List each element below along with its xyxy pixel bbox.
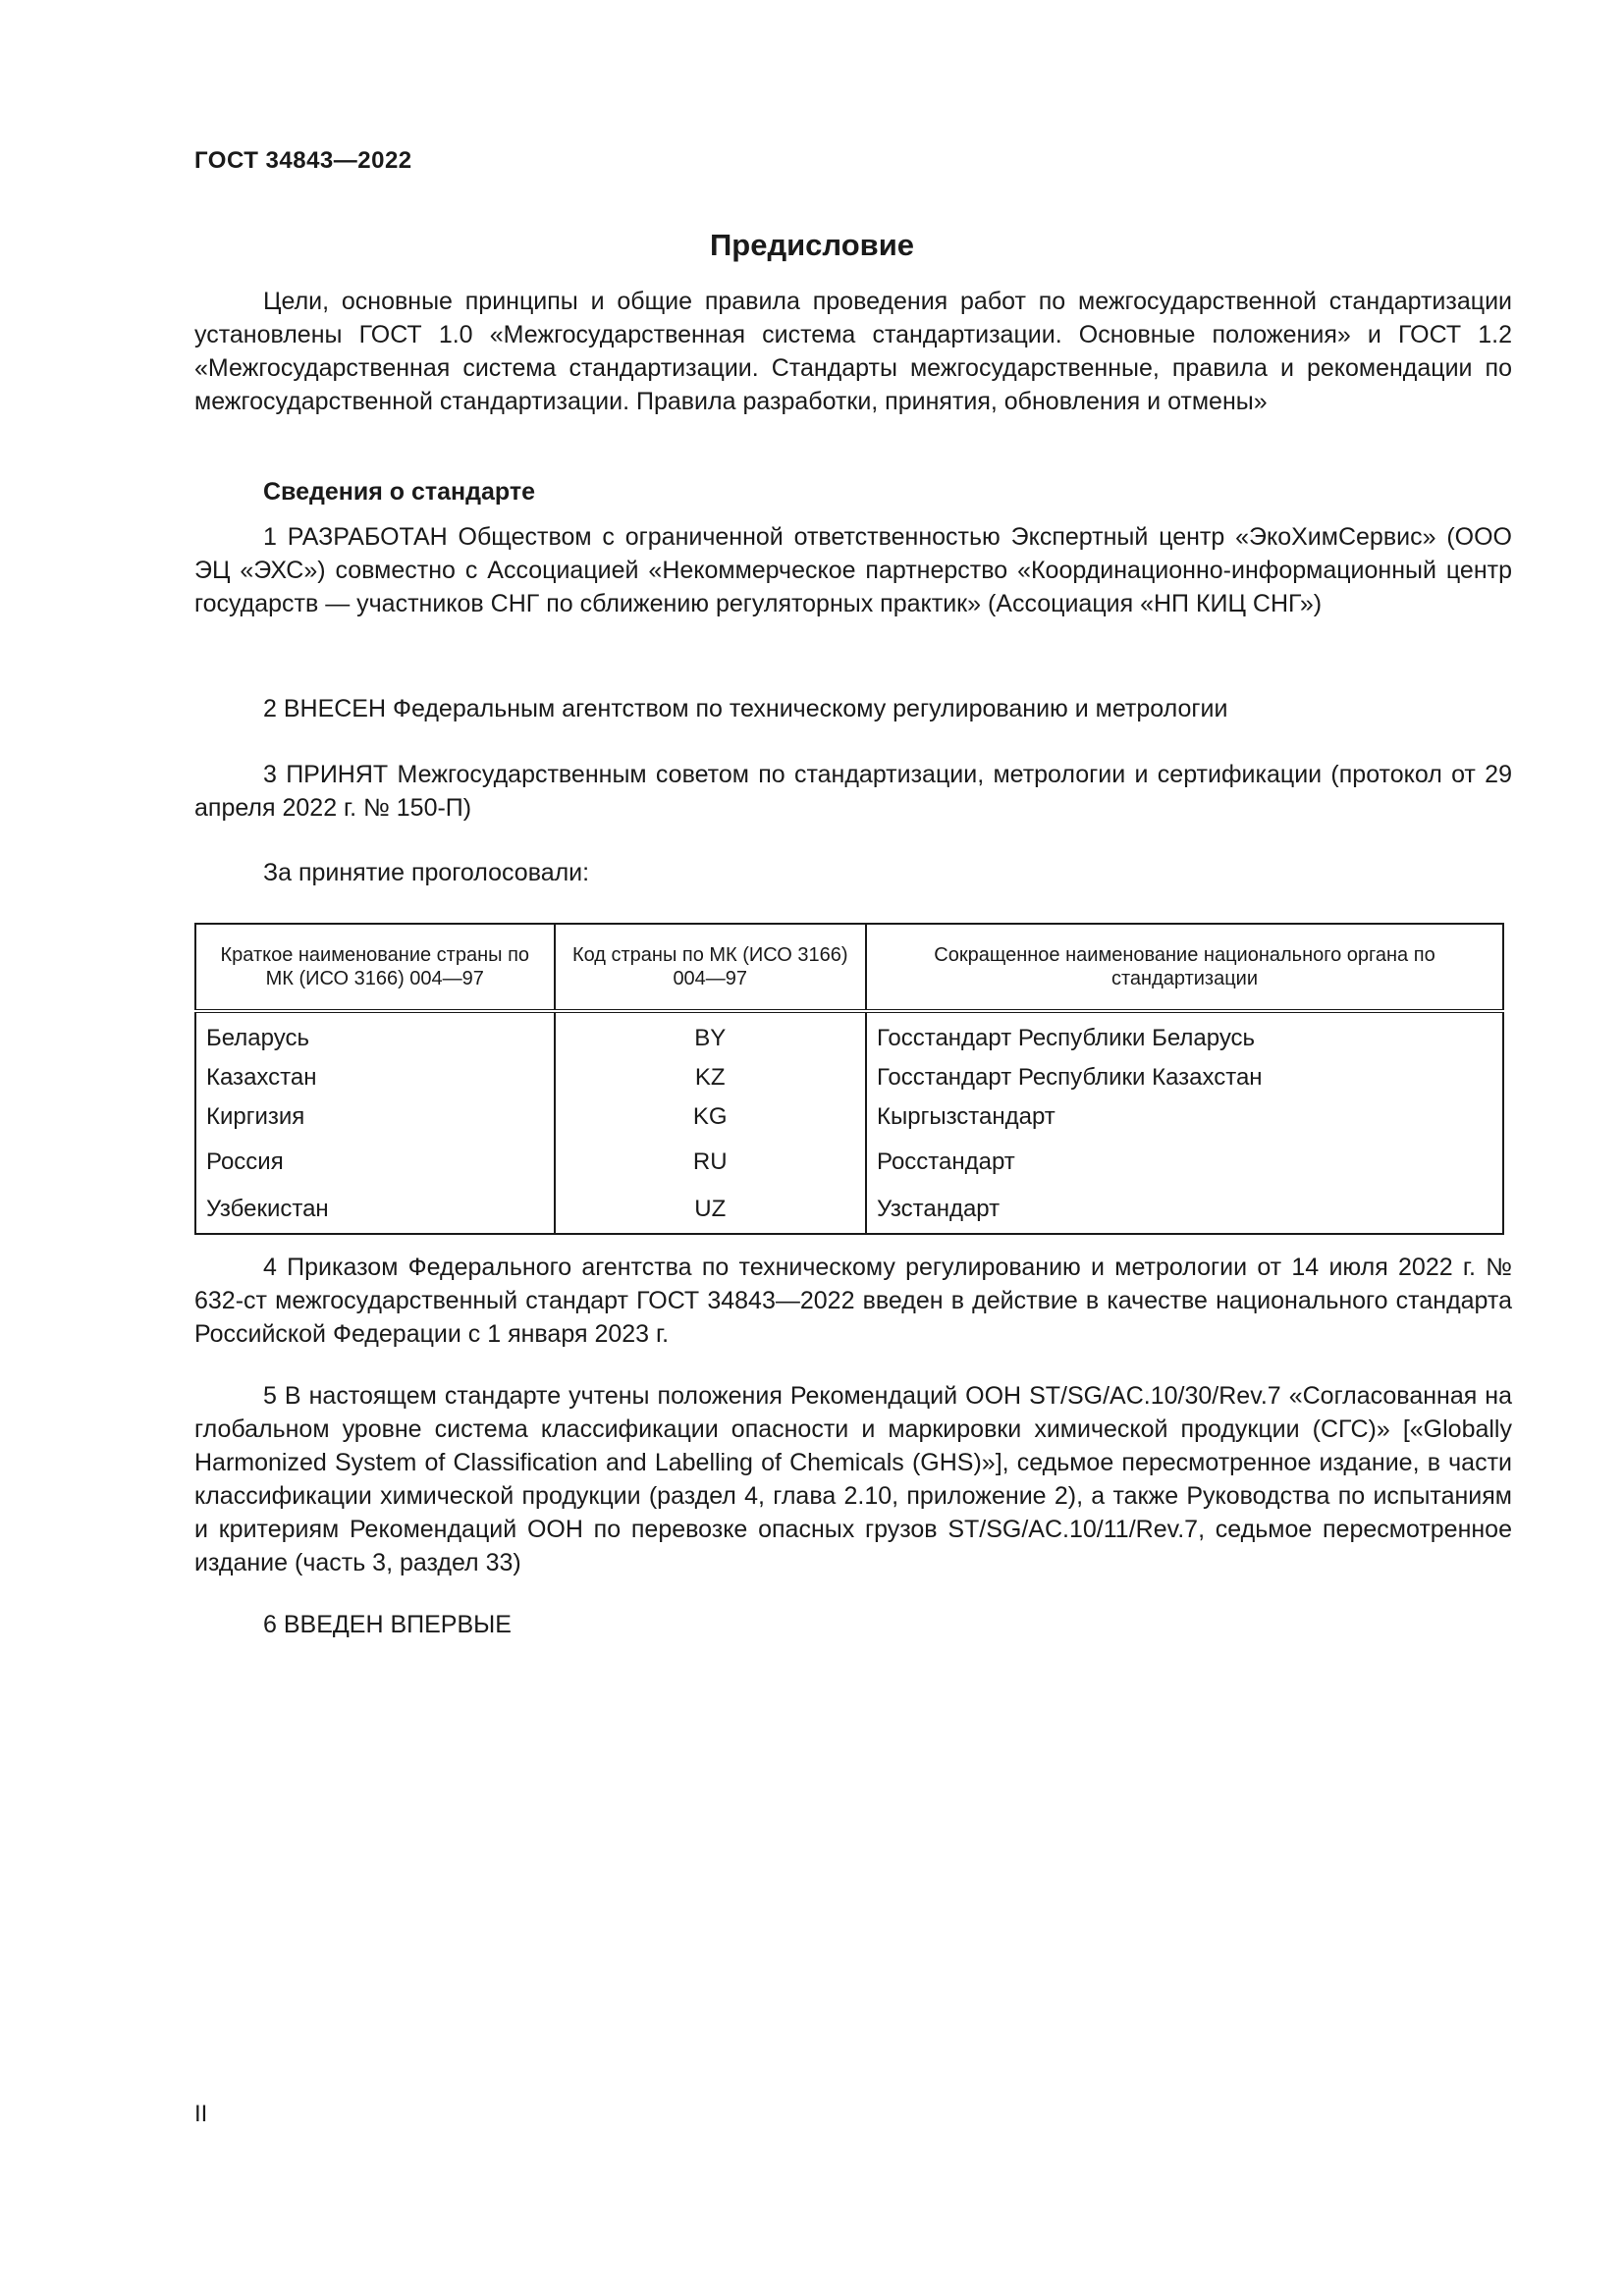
item-6-paragraph: 6 ВВЕДЕН ВПЕРВЫЕ <box>263 1611 512 1638</box>
member-states-table <box>194 923 1504 1235</box>
country-cell: Россия <box>195 1137 555 1188</box>
vote-intro: За принятие проголосовали: <box>263 859 590 886</box>
table-row <box>195 1058 1503 1097</box>
code-cell: UZ <box>555 1188 866 1234</box>
table-row <box>195 1097 1503 1137</box>
page-number: II <box>194 2101 208 2127</box>
table-header-row <box>195 924 1503 1011</box>
table-row <box>195 1188 1503 1234</box>
item-4-paragraph: 4 Приказом Федерального агентства по техническому регулированию и метрологии от 14 июля 2022 г. № 632-ст межгосударственный стандарт ГОСТ 34843—2022 введен в действие в качестве национального стандарта Российской Федерации с 1 января 2023 г. <box>194 1254 1512 1348</box>
country-cell: Казахстан <box>195 1058 555 1097</box>
table-row <box>195 1137 1503 1188</box>
body-cell: Госстандарт Республики Беларусь <box>876 1025 1256 1051</box>
column-header-code: Код страны по МК (ИСО 3166) 004—97 <box>555 924 866 1011</box>
section-subheading: Сведения о стандарте <box>263 478 536 506</box>
country-cell: Узбекистан <box>195 1188 555 1234</box>
column-header-body: Сокращенное наименование национального органа по стандартизации <box>866 924 1503 1011</box>
item-3-paragraph: 3 ПРИНЯТ Межгосударственным советом по стандартизации, метрологии и сертификации (протокол от 29 апреля 2022 г. № 150-П) <box>194 761 1512 822</box>
column-header-country: Краткое наименование страны по МК (ИСО 3166) 004—97 <box>195 924 555 1011</box>
body-cell: Госстандарт Республики Казахстан <box>876 1064 1263 1091</box>
country-cell: Беларусь <box>195 1011 555 1058</box>
code-cell: RU <box>555 1137 866 1188</box>
country-cell: Киргизия <box>195 1097 555 1137</box>
code-cell: KG <box>555 1097 866 1137</box>
code-cell: BY <box>555 1011 866 1058</box>
item-2-paragraph: 2 ВНЕСЕН Федеральным агентством по техническому регулированию и метрологии <box>263 695 1228 722</box>
item-5-paragraph: 5 В настоящем стандарте учтены положения Рекомендаций ООН ST/SG/AC.10/30/Rev.7 «Согласованная на глобальном уровне система классификации опасности и маркировки химической продукции (СГС)» [«Globally Harmonized System of Classification and Labelling of Chemicals (GHS)»], седьмое пересмотренное издание, в части классификации химической продукции (раздел 4, глава 2.10, приложение 2), а также Руководства по испытаниям и критериям Рекомендаций ООН по перевозке опасных грузов ST/SG/AC.10/11/Rev.7, седьмое пересмотренное издание (часть 3, раздел 33) <box>194 1382 1512 1576</box>
code-cell: KZ <box>555 1058 866 1097</box>
document-code: ГОСТ 34843—2022 <box>194 147 412 174</box>
body-cell: Кыргызстандарт <box>876 1103 1056 1130</box>
table-row <box>195 1011 1503 1058</box>
item-1-paragraph: 1 РАЗРАБОТАН Обществом с ограниченной ответственностью Экспертный центр «ЭкоХимСервис» (ООО ЭЦ «ЭХС») совместно с Ассоциацией «Некоммерческое партнерство «Координационно-информационный центр государств — участников СНГ по сближению регуляторных практик» (Ассоциация «НП КИЦ СНГ») <box>194 523 1512 617</box>
page-title: Предисловие <box>709 228 914 262</box>
body-cell: Узстандарт <box>876 1196 1001 1222</box>
body-cell: Росстандарт <box>876 1148 1015 1175</box>
intro-paragraph: Цели, основные принципы и общие правила проведения работ по межгосударственной стандартизации установлены ГОСТ 1.0 «Межгосударственная система стандартизации. Основные положения» и ГОСТ 1.2 «Межгосударственная система стандартизации. Стандарты межгосударственные, правила и рекомендации по межгосударственной стандартизации. Правила разработки, принятия, обновления и отмены» <box>194 288 1512 415</box>
